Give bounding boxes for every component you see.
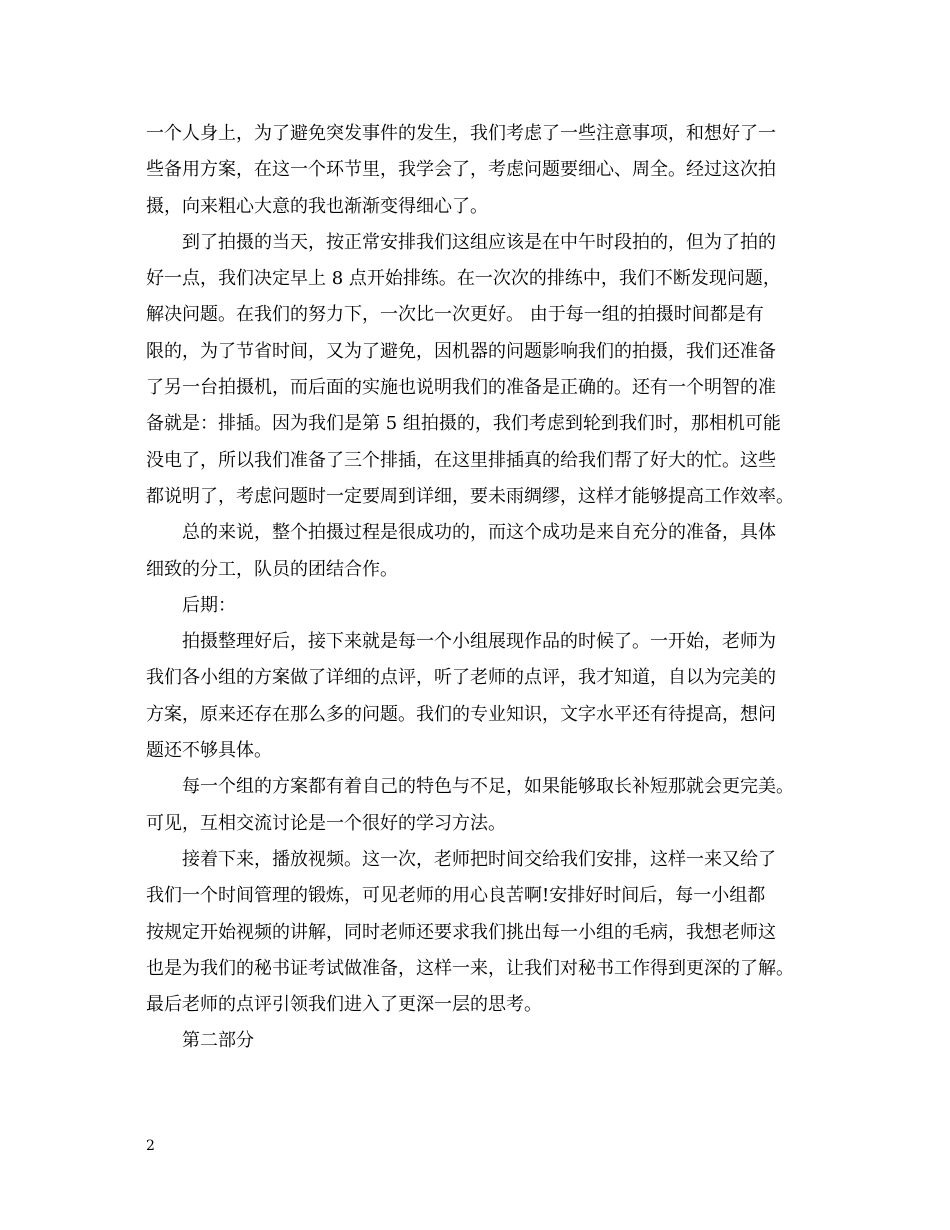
text-line: 每一个组的方案都有着自己的特色与不足，如果能够取长补短那就会更完美。 [182,776,794,798]
text-line: 没电了，所以我们准备了三个排插，在这里排插真的给我们帮了好大的忙。这些 [146,449,776,471]
text-line: 题还不够具体。 [146,740,272,762]
text-line: 第二部分 [182,1030,254,1052]
page-number: 2 [146,1138,155,1154]
text-line: 摄，向来粗心大意的我也渐渐变得细心了。 [146,195,488,217]
text-line: 按规定开始视频的讲解，同时老师还要求我们挑出每一小组的毛病，我想老师这 [146,921,776,943]
text-line: 我们各小组的方案做了详细的点评，听了老师的点评，我才知道，自以为完美的 [146,667,776,689]
text-line: 拍摄整理好后，接下来就是每一个小组展现作品的时候了。一开始，老师为 [182,631,776,653]
text-line: 备就是：排插。因为我们是第 5 组拍摄的，我们考虑到轮到我们时，那相机可能 [146,413,781,435]
text-line: 接着下来，播放视频。这一次，老师把时间交给我们安排，这样一来又给了 [182,848,776,870]
text-line: 最后老师的点评引领我们进入了更深一层的思考。 [146,994,542,1016]
text-line: 总的来说，整个拍摄过程是很成功的，而这个成功是来自充分的准备，具体 [182,522,776,544]
text-line: 了另一台拍摄机，而后面的实施也说明我们的准备是正确的。还有一个明智的准 [146,377,776,399]
text-line: 后期： [182,594,236,616]
text-line: 些备用方案，在这一个环节里，我学会了，考虑问题要细心、周全。经过这次拍 [146,159,776,181]
text-line: 也是为我们的秘书证考试做准备，这样一来，让我们对秘书工作得到更深的了解。 [146,957,794,979]
document-body [146,116,811,1060]
text-line: 都说明了，考虑问题时一定要周到详细，要未雨绸缪，这样才能够提高工作效率。 [146,485,794,507]
text-line: 一个人身上，为了避免突发事件的发生，我们考虑了一些注意事项，和想好了一 [146,123,776,144]
text-line: 我们一个时间管理的锻炼，可见老师的用心良苦啊!安排好时间后，每一小组都 [146,885,766,907]
text-line: 好一点，我们决定早上 8 点开始排练。在一次次的排练中，我们不断发现问题， [146,268,781,290]
text-line: 方案，原来还存在那么多的问题。我们的专业知识，文字水平还有待提高，想问 [146,703,776,725]
text-line: 细致的分工，队员的团结合作。 [146,558,398,580]
text-line: 可见，互相交流讨论是一个很好的学习方法。 [146,812,506,834]
text-line: 解决问题。在我们的努力下，一次比一次更好。 由于每一组的拍摄时间都是有 [146,304,764,326]
text-line: 限的，为了节省时间，又为了避免，因机器的问题影响我们的拍摄，我们还准备 [146,340,776,362]
text-line: 到了拍摄的当天，按正常安排我们这组应该是在中午时段拍的，但为了拍的 [182,231,776,253]
